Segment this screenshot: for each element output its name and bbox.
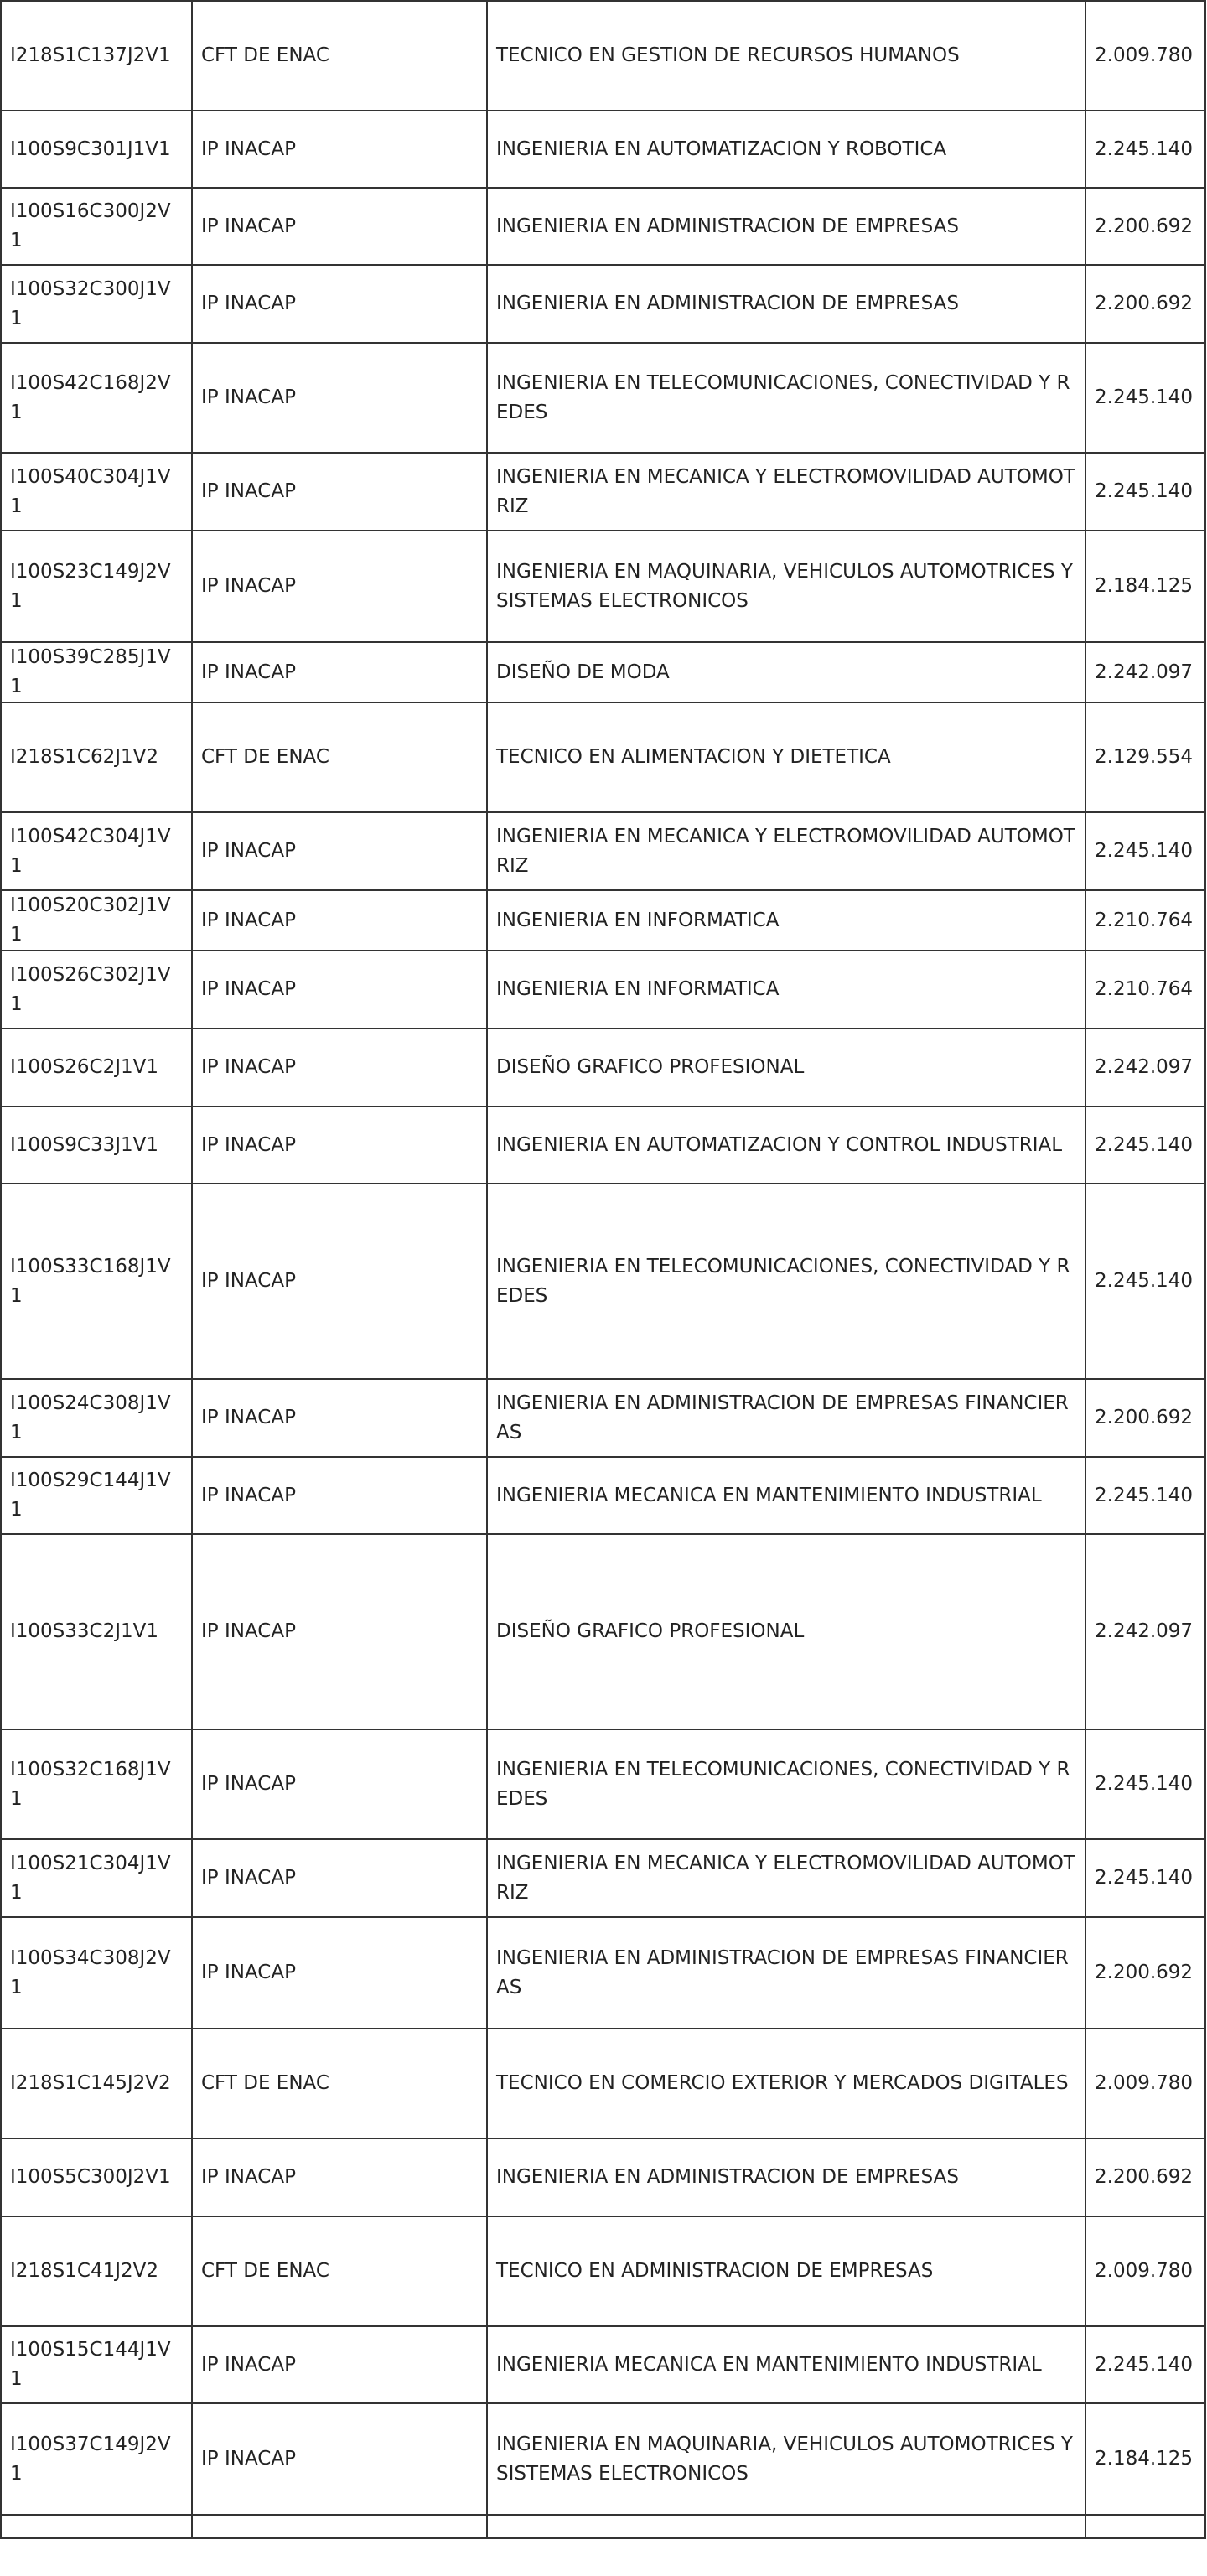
program-name-cell — [487, 1, 1085, 111]
institution-cell — [192, 1839, 487, 1917]
course-code-cell — [1, 951, 192, 1029]
institution-cell — [192, 1, 487, 111]
program-name-cell — [487, 188, 1085, 265]
table-row — [1, 531, 1205, 642]
table-row — [1, 1917, 1205, 2029]
course-code-cell — [1, 812, 192, 890]
table-row — [1, 2403, 1205, 2515]
institution-cell-text: IP INACAP — [201, 480, 296, 502]
tuition-value-cell — [1085, 343, 1205, 453]
program-name-cell-text: INGENIERIA EN AUTOMATIZACION Y ROBOTICA — [496, 137, 947, 160]
institution-cell-text: IP INACAP — [201, 1056, 296, 1078]
table-row — [1, 1029, 1205, 1107]
course-code-cell-text: I100S32C300J1V1 — [10, 277, 171, 329]
program-name-cell — [487, 531, 1085, 642]
course-code-cell-text: I100S39C285J1V1 — [10, 646, 171, 697]
institution-cell-text: IP INACAP — [201, 2353, 296, 2376]
course-code-cell-text: I218S1C62J1V2 — [10, 746, 159, 768]
tuition-value-cell-text: 2.200.692 — [1095, 1407, 1194, 1428]
program-name-cell — [487, 812, 1085, 890]
course-code-cell-text: I100S21C304J1V1 — [10, 1852, 171, 1904]
course-code-cell-text: I100S20C302J1V1 — [10, 894, 171, 946]
tuition-value-cell — [1085, 1029, 1205, 1107]
tuition-value-cell-text: 2.245.140 — [1095, 1773, 1194, 1795]
institution-cell — [192, 2515, 487, 2538]
course-code-cell-text: I100S23C149J2V1 — [10, 560, 171, 612]
program-name-cell — [487, 1534, 1085, 1729]
table-row — [1, 812, 1205, 890]
course-code-cell-text: I100S33C2J1V1 — [10, 1620, 159, 1642]
course-code-cell — [1, 890, 192, 951]
program-name-cell-text: INGENIERIA EN MAQUINARIA, VEHICULOS AUTOMOTRICES Y SISTEMAS ELECTRONICOS — [496, 2433, 1073, 2485]
tuition-value-cell-text: 2.245.140 — [1095, 840, 1194, 862]
tuition-value-cell — [1085, 2326, 1205, 2403]
course-code-cell — [1, 2403, 192, 2515]
program-name-cell-text: INGENIERIA EN ADMINISTRACION DE EMPRESAS — [496, 215, 959, 237]
institution-cell-text: IP INACAP — [201, 386, 296, 408]
tuition-value-cell-text: 2.200.692 — [1095, 1962, 1194, 1983]
program-name-cell — [487, 2138, 1085, 2216]
tuition-value-cell-text: 2.245.140 — [1095, 1484, 1194, 1506]
table-row — [1, 1379, 1205, 1457]
table-row — [1, 2216, 1205, 2326]
program-name-cell — [487, 1029, 1085, 1107]
institution-cell-text: IP INACAP — [201, 1133, 296, 1156]
program-name-cell-text: DISEÑO GRAFICO PROFESIONAL — [496, 1620, 805, 1642]
program-name-cell-text: INGENIERIA EN INFORMATICA — [496, 978, 780, 1000]
course-code-cell — [1, 1839, 192, 1917]
program-name-cell-text: TECNICO EN ADMINISTRACION DE EMPRESAS — [496, 2260, 934, 2282]
course-code-cell — [1, 265, 192, 343]
program-name-cell — [487, 1107, 1085, 1184]
table-row — [1, 1184, 1205, 1379]
program-name-cell-text: INGENIERIA EN TELECOMUNICACIONES, CONECTIVIDAD Y REDES — [496, 1758, 1070, 1810]
institution-cell — [192, 951, 487, 1029]
program-name-cell-text: INGENIERIA EN ADMINISTRACION DE EMPRESAS — [496, 293, 959, 314]
institution-cell — [192, 1029, 487, 1107]
course-code-cell-text: I100S29C144J1V1 — [10, 1469, 171, 1521]
tuition-value-cell-text: 2.245.140 — [1095, 1133, 1194, 1156]
institution-cell — [192, 2403, 487, 2515]
program-name-cell-text: INGENIERIA EN MECANICA Y ELECTROMOVILIDAD AUTOMOTRIZ — [496, 825, 1075, 877]
tuition-value-cell-text: 2.242.097 — [1095, 1056, 1194, 1078]
institution-cell — [192, 2326, 487, 2403]
tuition-value-cell — [1085, 1917, 1205, 2029]
table-row — [1, 1534, 1205, 1729]
program-name-cell-text: DISEÑO GRAFICO PROFESIONAL — [496, 1056, 805, 1078]
course-code-cell-text: I100S33C168J1V1 — [10, 1255, 171, 1307]
tuition-value-cell — [1085, 1839, 1205, 1917]
course-code-cell-text: I100S37C149J2V1 — [10, 2433, 171, 2485]
course-code-cell — [1, 1379, 192, 1457]
tuition-value-cell-text: 2.242.097 — [1095, 1620, 1194, 1642]
tuition-value-cell — [1085, 2138, 1205, 2216]
institution-cell — [192, 1184, 487, 1379]
course-code-cell — [1, 1457, 192, 1534]
course-code-cell — [1, 1029, 192, 1107]
table-row — [1, 1107, 1205, 1184]
program-name-cell — [487, 642, 1085, 702]
course-code-cell-text: I218S1C137J2V1 — [10, 44, 171, 66]
table-row — [1, 2326, 1205, 2403]
course-code-cell — [1, 642, 192, 702]
course-code-cell — [1, 531, 192, 642]
tuition-value-cell-text: 2.245.140 — [1095, 137, 1194, 160]
program-name-cell — [487, 2403, 1085, 2515]
program-name-cell-text: INGENIERIA EN TELECOMUNICACIONES, CONECTIVIDAD Y REDES — [496, 1255, 1070, 1307]
tuition-value-cell-text: 2.200.692 — [1095, 2166, 1194, 2188]
course-code-cell — [1, 2515, 192, 2538]
tuition-value-cell-text: 2.245.140 — [1095, 1867, 1194, 1889]
program-name-cell-text: INGENIERIA EN INFORMATICA — [496, 909, 780, 931]
course-code-cell-text: I100S24C308J1V1 — [10, 1392, 171, 1443]
program-name-cell — [487, 2216, 1085, 2326]
institution-cell — [192, 1729, 487, 1839]
tuition-value-cell — [1085, 2216, 1205, 2326]
institution-cell — [192, 1534, 487, 1729]
course-code-cell-text: I100S26C2J1V1 — [10, 1056, 159, 1078]
tuition-value-cell — [1085, 812, 1205, 890]
institution-cell — [192, 2216, 487, 2326]
program-name-cell — [487, 2326, 1085, 2403]
tuition-value-cell — [1085, 188, 1205, 265]
tuition-value-cell — [1085, 890, 1205, 951]
institution-cell — [192, 188, 487, 265]
program-name-cell — [487, 1457, 1085, 1534]
program-name-cell-text: INGENIERIA EN ADMINISTRACION DE EMPRESAS FINANCIERAS — [496, 1392, 1069, 1443]
program-name-cell — [487, 453, 1085, 531]
tuition-value-cell-text: 2.245.140 — [1095, 480, 1194, 502]
course-code-cell-text: I100S9C301J1V1 — [10, 137, 171, 160]
table-row — [1, 1, 1205, 111]
course-code-cell — [1, 1, 192, 111]
institution-cell-text: IP INACAP — [201, 575, 296, 597]
institution-cell-text: IP INACAP — [201, 661, 296, 683]
tuition-value-cell — [1085, 951, 1205, 1029]
tuition-value-cell — [1085, 453, 1205, 531]
table-row — [1, 343, 1205, 453]
course-code-cell-text: I218S1C41J2V2 — [10, 2260, 159, 2282]
institution-cell-text: IP INACAP — [201, 909, 296, 931]
program-name-cell — [487, 1379, 1085, 1457]
course-code-cell — [1, 2216, 192, 2326]
program-name-cell — [487, 111, 1085, 188]
institution-cell-text: IP INACAP — [201, 840, 296, 862]
tuition-value-cell — [1085, 2029, 1205, 2138]
table-row — [1, 1839, 1205, 1917]
program-name-cell — [487, 2029, 1085, 2138]
institution-cell-text: IP INACAP — [201, 1867, 296, 1889]
tuition-value-cell — [1085, 265, 1205, 343]
tuition-value-cell-text: 2.245.140 — [1095, 2353, 1194, 2376]
course-code-cell-text: I100S15C144J1V1 — [10, 2339, 171, 2390]
program-name-cell-text: INGENIERIA EN ADMINISTRACION DE EMPRESAS FINANCIERAS — [496, 1946, 1069, 1998]
institution-cell — [192, 702, 487, 812]
tuition-value-cell-text: 2.009.780 — [1095, 2260, 1194, 2282]
institution-cell-text: CFT DE ENAC — [201, 44, 329, 66]
course-code-cell — [1, 2029, 192, 2138]
program-name-cell-text: INGENIERIA EN TELECOMUNICACIONES, CONECTIVIDAD Y REDES — [496, 371, 1070, 423]
tuition-value-cell-text: 2.184.125 — [1095, 575, 1194, 597]
table-row — [1, 2138, 1205, 2216]
course-code-cell-text: I100S32C168J1V1 — [10, 1758, 171, 1810]
tuition-value-cell — [1085, 1, 1205, 111]
table-row — [1, 702, 1205, 812]
institution-cell-text: IP INACAP — [201, 1484, 296, 1506]
tuition-value-cell-text: 2.210.764 — [1095, 978, 1194, 1000]
tuition-value-cell-text: 2.009.780 — [1095, 2072, 1194, 2094]
institution-cell — [192, 2029, 487, 2138]
course-code-cell — [1, 1917, 192, 2029]
course-code-cell-text: I100S40C304J1V1 — [10, 465, 171, 517]
tuition-value-cell — [1085, 111, 1205, 188]
table-row — [1, 453, 1205, 531]
tuition-value-cell-text: 2.200.692 — [1095, 293, 1194, 314]
institution-cell-text: CFT DE ENAC — [201, 2260, 329, 2282]
program-name-cell-text: INGENIERIA MECANICA EN MANTENIMIENTO INDUSTRIAL — [496, 1484, 1042, 1506]
table-row — [1, 1729, 1205, 1839]
tuition-value-cell — [1085, 642, 1205, 702]
course-code-cell-text: I100S42C168J2V1 — [10, 371, 171, 423]
institution-cell — [192, 1917, 487, 2029]
institution-cell — [192, 343, 487, 453]
table-row — [1, 2029, 1205, 2138]
course-code-cell — [1, 188, 192, 265]
tuition-value-cell — [1085, 1379, 1205, 1457]
program-name-cell — [487, 1839, 1085, 1917]
tuition-value-cell-text: 2.245.140 — [1095, 1270, 1194, 1292]
tuition-value-cell — [1085, 1107, 1205, 1184]
institution-cell — [192, 531, 487, 642]
table-row — [1, 265, 1205, 343]
program-name-cell-text: TECNICO EN ALIMENTACION Y DIETETICA — [496, 746, 891, 768]
institution-cell-text: IP INACAP — [201, 1773, 296, 1795]
tuition-value-cell-text: 2.242.097 — [1095, 661, 1194, 683]
course-code-cell-text: I218S1C145J2V2 — [10, 2072, 171, 2094]
course-code-cell-text: I100S42C304J1V1 — [10, 825, 171, 877]
table-body — [1, 0, 1205, 2538]
table-row — [1, 951, 1205, 1029]
program-name-cell — [487, 1729, 1085, 1839]
institution-cell-text: IP INACAP — [201, 1270, 296, 1292]
course-code-cell — [1, 1534, 192, 1729]
course-code-cell — [1, 1729, 192, 1839]
institution-cell — [192, 111, 487, 188]
tuition-value-cell-text: 2.210.764 — [1095, 909, 1194, 931]
course-code-cell — [1, 2138, 192, 2216]
institution-cell — [192, 1107, 487, 1184]
program-name-cell-text: INGENIERIA EN MECANICA Y ELECTROMOVILIDAD AUTOMOTRIZ — [496, 1852, 1075, 1904]
institution-cell-text: CFT DE ENAC — [201, 2072, 329, 2094]
table-row — [1, 1457, 1205, 1534]
course-code-cell — [1, 1184, 192, 1379]
program-name-cell — [487, 265, 1085, 343]
program-name-cell — [487, 702, 1085, 812]
program-name-cell — [487, 951, 1085, 1029]
table-row — [1, 890, 1205, 951]
tuition-value-cell — [1085, 1457, 1205, 1534]
program-name-cell-text: INGENIERIA EN MECANICA Y ELECTROMOVILIDAD AUTOMOTRIZ — [496, 465, 1075, 517]
course-code-cell — [1, 343, 192, 453]
course-code-cell — [1, 453, 192, 531]
program-name-cell-text: TECNICO EN GESTION DE RECURSOS HUMANOS — [496, 44, 960, 66]
program-name-cell-text: INGENIERIA EN ADMINISTRACION DE EMPRESAS — [496, 2166, 959, 2188]
program-name-cell — [487, 890, 1085, 951]
institution-cell — [192, 2138, 487, 2216]
institution-cell-text: IP INACAP — [201, 1407, 296, 1428]
course-code-cell-text: I100S34C308J2V1 — [10, 1946, 171, 1998]
program-name-cell-text: TECNICO EN COMERCIO EXTERIOR Y MERCADOS DIGITALES — [496, 2072, 1069, 2094]
table-row — [1, 188, 1205, 265]
tuition-value-cell-text: 2.009.780 — [1095, 44, 1194, 66]
tuition-value-cell-text: 2.184.125 — [1095, 2448, 1194, 2470]
table-row — [1, 642, 1205, 702]
institution-cell-text: IP INACAP — [201, 1962, 296, 1983]
tuition-value-cell — [1085, 1729, 1205, 1839]
course-code-cell-text: I100S5C300J2V1 — [10, 2166, 171, 2188]
course-code-cell — [1, 702, 192, 812]
program-name-cell — [487, 2515, 1085, 2538]
institution-cell-text: IP INACAP — [201, 2448, 296, 2470]
institution-cell — [192, 1457, 487, 1534]
tuition-value-cell — [1085, 2403, 1205, 2515]
institution-cell — [192, 812, 487, 890]
institution-cell — [192, 1379, 487, 1457]
institution-cell-text: IP INACAP — [201, 137, 296, 160]
course-code-cell-text: I100S9C33J1V1 — [10, 1133, 159, 1156]
program-name-cell — [487, 1917, 1085, 2029]
tuition-value-cell — [1085, 702, 1205, 812]
institution-cell-text: IP INACAP — [201, 2166, 296, 2188]
program-name-cell-text: INGENIERIA EN AUTOMATIZACION Y CONTROL INDUSTRIAL — [496, 1133, 1063, 1156]
tuition-value-cell-text: 2.200.692 — [1095, 215, 1194, 237]
program-name-cell — [487, 1184, 1085, 1379]
tuition-value-cell — [1085, 2515, 1205, 2538]
course-code-cell — [1, 2326, 192, 2403]
institution-cell — [192, 890, 487, 951]
tuition-value-cell-text: 2.129.554 — [1095, 746, 1194, 768]
institution-cell-text: IP INACAP — [201, 293, 296, 314]
course-code-cell-text: I100S26C302J1V1 — [10, 963, 171, 1015]
institution-cell-text: IP INACAP — [201, 215, 296, 237]
program-name-cell-text: DISEÑO DE MODA — [496, 661, 670, 683]
program-name-cell-text: INGENIERIA MECANICA EN MANTENIMIENTO INDUSTRIAL — [496, 2353, 1042, 2376]
table-row — [1, 111, 1205, 188]
program-name-cell-text: INGENIERIA EN MAQUINARIA, VEHICULOS AUTOMOTRICES Y SISTEMAS ELECTRONICOS — [496, 560, 1073, 612]
institution-cell — [192, 642, 487, 702]
institution-cell-text: IP INACAP — [201, 978, 296, 1000]
institution-cell — [192, 453, 487, 531]
course-code-cell-text: I100S16C300J2V1 — [10, 200, 171, 251]
table-row — [1, 2515, 1205, 2538]
tuition-value-cell — [1085, 1534, 1205, 1729]
course-code-cell — [1, 1107, 192, 1184]
tuition-value-cell — [1085, 1184, 1205, 1379]
institution-cell — [192, 265, 487, 343]
tuition-value-cell-text: 2.245.140 — [1095, 386, 1194, 408]
tuition-value-cell — [1085, 531, 1205, 642]
institution-cell-text: IP INACAP — [201, 1620, 296, 1642]
course-code-cell — [1, 111, 192, 188]
program-name-cell — [487, 343, 1085, 453]
institution-cell-text: CFT DE ENAC — [201, 746, 329, 768]
